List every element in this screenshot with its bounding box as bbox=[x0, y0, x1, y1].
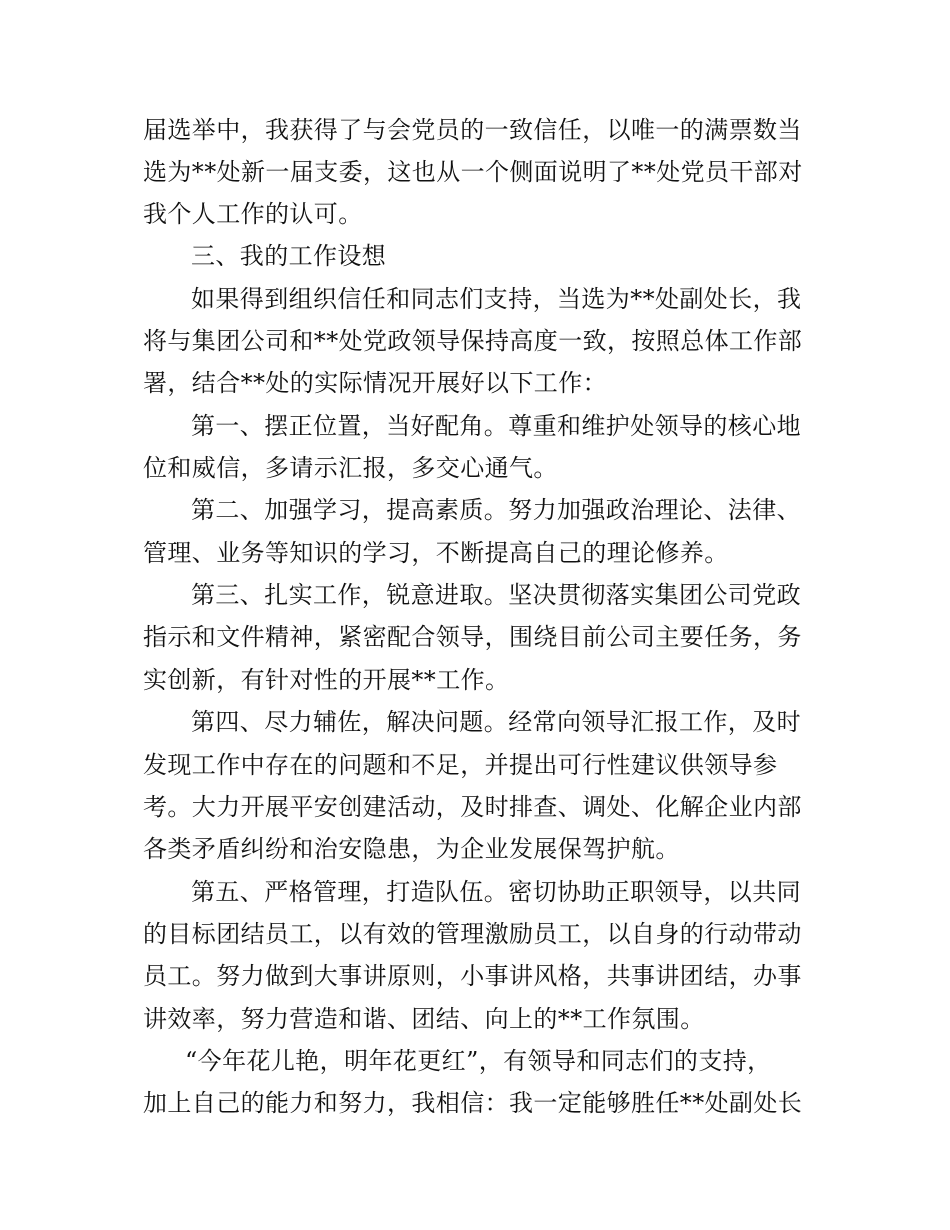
section-heading: 三、我的工作设想 bbox=[191, 242, 387, 270]
text-line: 加上自己的能力和努力，我相信：我一定能够胜任**处副处长 bbox=[143, 1089, 803, 1117]
text-line: 将与集团公司和**处党政领导保持高度一致，按照总体工作部 bbox=[143, 327, 803, 355]
text-line: 我个人工作的认可。 bbox=[143, 200, 363, 228]
text-line: 各类矛盾纠纷和治安隐患，为企业发展保驾护航。 bbox=[143, 835, 680, 863]
text-line: 第二、加强学习，提高素质。努力加强政治理论、法律、 bbox=[191, 496, 801, 524]
text-line: 届选举中，我获得了与会党员的一致信任，以唯一的满票数当 bbox=[143, 116, 802, 144]
text-line: 第一、摆正位置，当好配角。尊重和维护处领导的核心地 bbox=[191, 412, 801, 440]
text-line: 管理、业务等知识的学习，不断提高自己的理论修养。 bbox=[143, 539, 729, 567]
text-line: 实创新，有针对性的开展**工作。 bbox=[143, 666, 510, 694]
text-line: 第三、扎实工作，锐意进取。坚决贯彻落实集团公司党政 bbox=[191, 581, 801, 609]
text-line: “今年花儿艳，明年花更红”，有领导和同志们的支持， bbox=[185, 1047, 772, 1075]
text-line: 位和威信，多请示汇报，多交心通气。 bbox=[143, 454, 558, 482]
text-line: 讲效率，努力营造和谐、团结、向上的**工作氛围。 bbox=[143, 1005, 705, 1033]
text-line: 指示和文件精神，紧密配合领导，围绕目前公司主要任务，务 bbox=[143, 623, 802, 651]
text-line: 的目标团结员工，以有效的管理激励员工，以自身的行动带动 bbox=[143, 920, 802, 948]
text-line: 发现工作中存在的问题和不足，并提出可行性建议供领导参 bbox=[143, 751, 778, 779]
text-line: 员工。努力做到大事讲原则，小事讲风格，共事讲团结，办事 bbox=[143, 962, 802, 990]
text-line: 考。大力开展平安创建活动，及时排查、调处、化解企业内部 bbox=[143, 793, 802, 821]
text-line: 如果得到组织信任和同志们支持，当选为**处副处长，我 bbox=[191, 285, 802, 313]
text-line: 选为**处新一届支委，这也从一个侧面说明了**处党员干部对 bbox=[143, 158, 803, 186]
text-line: 第四、尽力辅佐，解决问题。经常向领导汇报工作，及时 bbox=[191, 708, 801, 736]
text-line: 第五、严格管理，打造队伍。密切协助正职领导，以共同 bbox=[191, 878, 801, 906]
text-line: 署，结合**处的实际情况开展好以下工作： bbox=[143, 369, 607, 397]
